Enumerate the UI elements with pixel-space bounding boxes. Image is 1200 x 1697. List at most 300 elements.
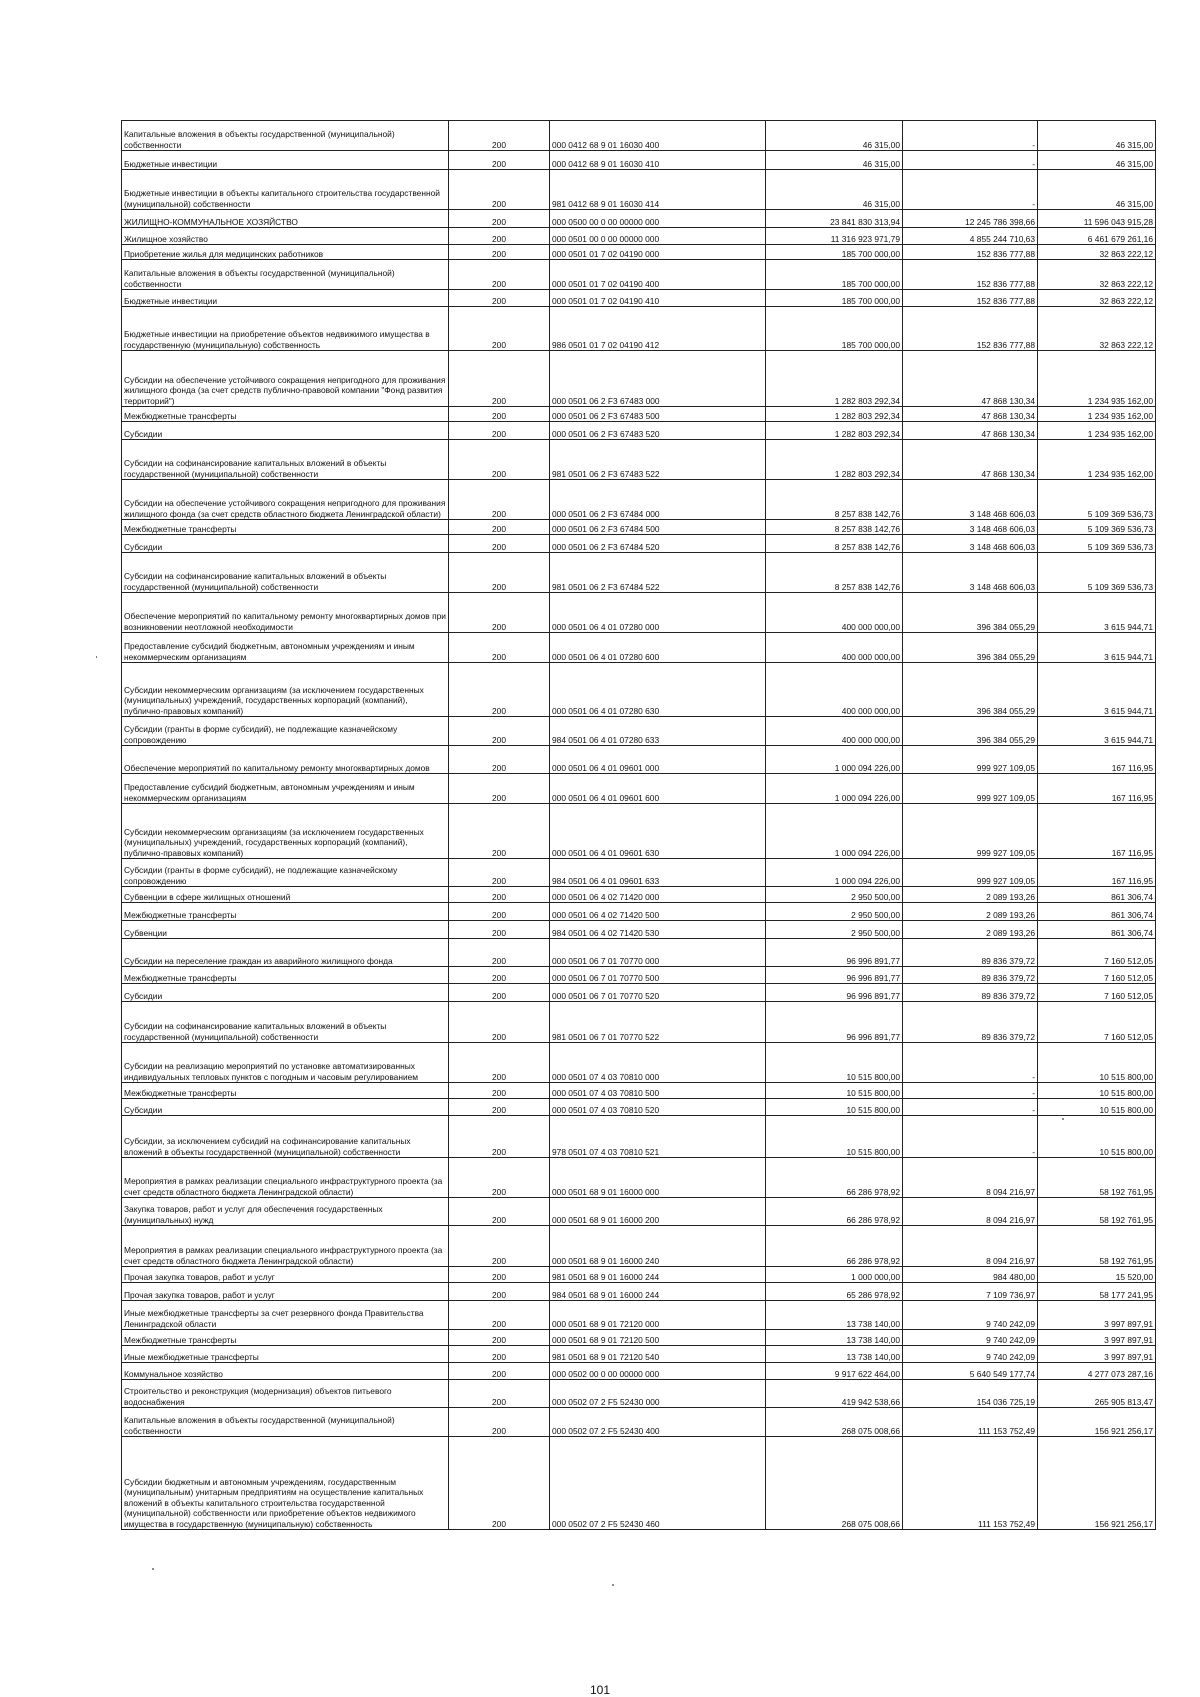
row-code-cell bbox=[550, 210, 766, 228]
row-executed-amount-text: 396 384 055,29 bbox=[976, 621, 1035, 632]
row-code-cell bbox=[550, 307, 766, 351]
row-executed-amount-cell bbox=[903, 121, 1038, 151]
row-unexecuted-amount-cell bbox=[1038, 553, 1156, 593]
table-row bbox=[122, 422, 1156, 440]
row-executed-amount-text: - bbox=[1032, 1104, 1035, 1115]
row-unexecuted-amount-text: 265 905 813,47 bbox=[1094, 1396, 1153, 1407]
row-executed-amount-cell bbox=[903, 440, 1038, 480]
row-code-text: 000 0501 01 7 02 04190 410 bbox=[552, 295, 660, 306]
row-approved-amount-cell bbox=[766, 351, 903, 407]
row-approved-amount-cell bbox=[766, 422, 903, 440]
row-executed-amount-cell bbox=[903, 1116, 1038, 1158]
row-code-cell bbox=[550, 351, 766, 407]
table-row bbox=[122, 1363, 1156, 1380]
row-name-text: Субсидии на обеспечение устойчивого сокращения непригодного для проживания жилищного фонда (за счет средств областного бюджета Ленинградской области) bbox=[124, 498, 446, 519]
row-code-cell bbox=[550, 1002, 766, 1043]
row-unexecuted-amount-text: 10 515 800,00 bbox=[1099, 1104, 1153, 1115]
row-code-text: 000 0502 00 0 00 00000 000 bbox=[552, 1368, 660, 1379]
row-status-cell bbox=[449, 1116, 550, 1158]
row-unexecuted-amount-text: 3 615 944,71 bbox=[1104, 651, 1153, 662]
row-unexecuted-amount-text: 5 109 369 536,73 bbox=[1087, 523, 1153, 534]
row-status-cell bbox=[449, 151, 550, 170]
table-row bbox=[122, 1283, 1156, 1301]
row-name-cell bbox=[122, 1226, 449, 1267]
row-status-cell bbox=[449, 480, 550, 520]
table-row bbox=[122, 1267, 1156, 1283]
row-approved-amount-text: 13 738 140,00 bbox=[846, 1334, 900, 1345]
row-unexecuted-amount-cell bbox=[1038, 887, 1156, 903]
row-name-text: Субсидии на переселение граждан из аварийного жилищного фонда bbox=[124, 955, 393, 966]
row-executed-amount-cell bbox=[903, 1408, 1038, 1437]
table-row bbox=[122, 210, 1156, 228]
table-row bbox=[122, 593, 1156, 633]
row-name-text: Предоставление субсидий бюджетным, автономным учреждениям и иным некоммерческим организациям bbox=[124, 641, 415, 662]
row-approved-amount-text: 1 282 803 292,34 bbox=[834, 428, 900, 439]
row-code-text: 000 0412 68 9 01 16030 410 bbox=[552, 158, 660, 169]
row-unexecuted-amount-cell bbox=[1038, 1158, 1156, 1198]
budget-execution-table bbox=[121, 120, 1156, 1530]
row-unexecuted-amount-cell bbox=[1038, 1267, 1156, 1283]
row-unexecuted-amount-text: 58 192 761,95 bbox=[1099, 1214, 1153, 1225]
row-executed-amount-text: - bbox=[1032, 1071, 1035, 1082]
row-status-cell bbox=[449, 1158, 550, 1198]
row-status-cell bbox=[449, 746, 550, 774]
row-code-text: 984 0501 68 9 01 16000 244 bbox=[552, 1289, 660, 1300]
row-approved-amount-text: 13 738 140,00 bbox=[846, 1318, 900, 1329]
row-code-cell bbox=[550, 1437, 766, 1530]
table-row bbox=[122, 1043, 1156, 1083]
row-code-text: 000 0501 06 7 01 70770 500 bbox=[552, 972, 660, 983]
row-name-text: Коммунальное хозяйство bbox=[124, 1368, 223, 1379]
row-approved-amount-text: 8 257 838 142,76 bbox=[834, 581, 900, 592]
row-name-text: Субсидии на реализацию мероприятий по установке автоматизированных индивидуальных тепловых пунктов с погодным и часовым регулированием bbox=[124, 1061, 419, 1082]
row-code-cell bbox=[550, 1043, 766, 1083]
row-approved-amount-cell bbox=[766, 1437, 903, 1530]
row-unexecuted-amount-text: 10 515 800,00 bbox=[1099, 1087, 1153, 1098]
row-approved-amount-cell bbox=[766, 440, 903, 480]
row-approved-amount-text: 46 315,00 bbox=[862, 139, 900, 150]
row-unexecuted-amount-cell bbox=[1038, 422, 1156, 440]
row-code-cell bbox=[550, 921, 766, 939]
row-code-text: 981 0412 68 9 01 16030 414 bbox=[552, 198, 660, 209]
row-executed-amount-text: 47 868 130,34 bbox=[981, 428, 1035, 439]
row-approved-amount-text: 13 738 140,00 bbox=[846, 1351, 900, 1362]
row-executed-amount-cell bbox=[903, 1267, 1038, 1283]
row-status-cell bbox=[449, 351, 550, 407]
row-executed-amount-text: 999 927 109,05 bbox=[976, 847, 1035, 858]
row-approved-amount-cell bbox=[766, 774, 903, 804]
row-approved-amount-text: 185 700 000,00 bbox=[841, 278, 900, 289]
row-status-text: 200 bbox=[492, 1351, 506, 1362]
row-executed-amount-cell bbox=[903, 170, 1038, 210]
row-approved-amount-cell bbox=[766, 939, 903, 967]
row-status-text: 200 bbox=[492, 1518, 506, 1529]
row-executed-amount-cell bbox=[903, 1198, 1038, 1226]
row-name-cell bbox=[122, 921, 449, 939]
row-name-text: Приобретение жилья для медицинских работников bbox=[124, 248, 324, 259]
row-name-text: Обеспечение мероприятий по капитальному ремонту многоквартирных домов при возникновении неотложной необходимости bbox=[124, 611, 446, 632]
row-code-text: 000 0501 06 2 F3 67484 000 bbox=[552, 508, 660, 519]
row-status-cell bbox=[449, 307, 550, 351]
row-name-cell bbox=[122, 260, 449, 290]
row-code-cell bbox=[550, 1346, 766, 1363]
row-status-text: 200 bbox=[492, 651, 506, 662]
table-row bbox=[122, 480, 1156, 520]
row-name-cell bbox=[122, 1267, 449, 1283]
row-status-cell bbox=[449, 1002, 550, 1043]
row-approved-amount-cell bbox=[766, 1380, 903, 1408]
row-code-cell bbox=[550, 290, 766, 307]
row-approved-amount-cell bbox=[766, 307, 903, 351]
row-code-text: 000 0501 68 9 01 16000 240 bbox=[552, 1255, 660, 1266]
row-approved-amount-text: 96 996 891,77 bbox=[846, 972, 900, 983]
table-row bbox=[122, 260, 1156, 290]
row-code-text: 000 0501 06 2 F3 67484 500 bbox=[552, 523, 660, 534]
row-code-cell bbox=[550, 1408, 766, 1437]
row-name-cell bbox=[122, 663, 449, 717]
row-executed-amount-cell bbox=[903, 663, 1038, 717]
row-name-text: Субсидии bbox=[124, 1104, 163, 1115]
row-name-cell bbox=[122, 245, 449, 260]
row-unexecuted-amount-text: 7 160 512,05 bbox=[1104, 972, 1153, 983]
table-body bbox=[122, 121, 1156, 1530]
row-code-text: 000 0501 68 9 01 16000 200 bbox=[552, 1214, 660, 1225]
row-executed-amount-cell bbox=[903, 746, 1038, 774]
row-status-cell bbox=[449, 170, 550, 210]
table-row bbox=[122, 939, 1156, 967]
row-approved-amount-text: 9 917 622 464,00 bbox=[834, 1368, 900, 1379]
row-approved-amount-cell bbox=[766, 1301, 903, 1330]
row-executed-amount-text: 9 740 242,09 bbox=[986, 1334, 1035, 1345]
row-name-text: Предоставление субсидий бюджетным, автономным учреждениям и иным некоммерческим организациям bbox=[124, 782, 415, 803]
row-name-text: Бюджетные инвестиции bbox=[124, 158, 218, 169]
row-approved-amount-cell bbox=[766, 1330, 903, 1346]
row-executed-amount-text: 89 836 379,72 bbox=[981, 1031, 1035, 1042]
row-code-text: 981 0501 68 9 01 72120 540 bbox=[552, 1351, 660, 1362]
row-status-cell bbox=[449, 535, 550, 553]
row-code-cell bbox=[550, 480, 766, 520]
row-executed-amount-cell bbox=[903, 774, 1038, 804]
row-code-cell bbox=[550, 260, 766, 290]
row-name-cell bbox=[122, 939, 449, 967]
row-name-cell bbox=[122, 1408, 449, 1437]
row-status-text: 200 bbox=[492, 395, 506, 406]
row-code-cell bbox=[550, 967, 766, 984]
row-name-cell bbox=[122, 1363, 449, 1380]
table-row bbox=[122, 440, 1156, 480]
row-unexecuted-amount-text: 156 921 256,17 bbox=[1094, 1425, 1153, 1436]
row-executed-amount-cell bbox=[903, 1380, 1038, 1408]
row-name-text: Субсидии (гранты в форме субсидий), не подлежащие казначейскому сопровождению bbox=[124, 724, 398, 745]
row-status-text: 200 bbox=[492, 410, 506, 421]
row-name-text: Субсидии на обеспечение устойчивого сокращения непригодного для проживания жилищного фонда (за счет средств публично-правовой компании "Фонд развития территорий") bbox=[124, 374, 446, 406]
row-status-text: 200 bbox=[492, 278, 506, 289]
row-executed-amount-text: 3 148 468 606,03 bbox=[969, 508, 1035, 519]
row-executed-amount-cell bbox=[903, 633, 1038, 663]
row-executed-amount-cell bbox=[903, 1363, 1038, 1380]
row-status-cell bbox=[449, 1198, 550, 1226]
row-approved-amount-text: 2 950 500,00 bbox=[851, 927, 900, 938]
row-name-cell bbox=[122, 774, 449, 804]
row-executed-amount-cell bbox=[903, 1002, 1038, 1043]
row-name-text: Субвенции в сфере жилищных отношений bbox=[124, 891, 291, 902]
row-status-cell bbox=[449, 553, 550, 593]
row-status-text: 200 bbox=[492, 1104, 506, 1115]
row-status-text: 200 bbox=[492, 339, 506, 350]
row-executed-amount-text: 396 384 055,29 bbox=[976, 734, 1035, 745]
row-approved-amount-text: 1 000 094 226,00 bbox=[834, 847, 900, 858]
row-name-cell bbox=[122, 407, 449, 422]
row-executed-amount-text: 89 836 379,72 bbox=[981, 955, 1035, 966]
row-approved-amount-cell bbox=[766, 1198, 903, 1226]
row-approved-amount-cell bbox=[766, 1346, 903, 1363]
row-approved-amount-cell bbox=[766, 1116, 903, 1158]
row-executed-amount-text: 111 153 752,49 bbox=[978, 1518, 1035, 1529]
row-code-text: 000 0502 07 2 F5 52430 400 bbox=[552, 1425, 660, 1436]
table-row bbox=[122, 553, 1156, 593]
row-executed-amount-text: 3 148 468 606,03 bbox=[969, 541, 1035, 552]
row-unexecuted-amount-cell bbox=[1038, 245, 1156, 260]
row-code-text: 000 0502 07 2 F5 52430 000 bbox=[552, 1396, 660, 1407]
table-row bbox=[122, 804, 1156, 859]
row-unexecuted-amount-text: 861 306,74 bbox=[1111, 909, 1153, 920]
row-approved-amount-cell bbox=[766, 121, 903, 151]
row-unexecuted-amount-cell bbox=[1038, 1043, 1156, 1083]
row-name-cell bbox=[122, 1198, 449, 1226]
row-code-cell bbox=[550, 170, 766, 210]
row-approved-amount-text: 185 700 000,00 bbox=[841, 339, 900, 350]
row-status-text: 200 bbox=[492, 1271, 506, 1282]
row-status-cell bbox=[449, 260, 550, 290]
row-status-text: 200 bbox=[492, 581, 506, 592]
row-approved-amount-cell bbox=[766, 663, 903, 717]
row-unexecuted-amount-text: 7 160 512,05 bbox=[1104, 990, 1153, 1001]
row-approved-amount-text: 1 282 803 292,34 bbox=[834, 468, 900, 479]
row-status-cell bbox=[449, 1301, 550, 1330]
table-row bbox=[122, 228, 1156, 245]
row-unexecuted-amount-text: 3 997 897,91 bbox=[1104, 1334, 1153, 1345]
row-executed-amount-text: 152 836 777,88 bbox=[976, 339, 1035, 350]
row-approved-amount-text: 96 996 891,77 bbox=[846, 955, 900, 966]
row-executed-amount-text: - bbox=[1032, 158, 1035, 169]
table-row bbox=[122, 859, 1156, 887]
row-approved-amount-cell bbox=[766, 520, 903, 535]
row-unexecuted-amount-text: 167 116,95 bbox=[1111, 875, 1153, 886]
row-executed-amount-cell bbox=[903, 351, 1038, 407]
row-executed-amount-cell bbox=[903, 1283, 1038, 1301]
row-unexecuted-amount-text: 167 116,95 bbox=[1111, 762, 1153, 773]
row-unexecuted-amount-cell bbox=[1038, 1198, 1156, 1226]
row-status-text: 200 bbox=[492, 1186, 506, 1197]
row-name-text: Межбюджетные трансферты bbox=[124, 1087, 237, 1098]
row-unexecuted-amount-text: 58 192 761,95 bbox=[1099, 1255, 1153, 1266]
row-executed-amount-text: 9 740 242,09 bbox=[986, 1351, 1035, 1362]
row-approved-amount-cell bbox=[766, 1083, 903, 1099]
row-unexecuted-amount-text: 46 315,00 bbox=[1115, 139, 1153, 150]
row-status-text: 200 bbox=[492, 295, 506, 306]
row-status-cell bbox=[449, 1330, 550, 1346]
row-approved-amount-text: 23 841 830 313,94 bbox=[830, 216, 900, 227]
row-approved-amount-cell bbox=[766, 228, 903, 245]
row-code-cell bbox=[550, 1158, 766, 1198]
row-executed-amount-text: 984 480,00 bbox=[993, 1271, 1035, 1282]
row-unexecuted-amount-cell bbox=[1038, 633, 1156, 663]
row-status-text: 200 bbox=[492, 1425, 506, 1436]
row-approved-amount-text: 1 000 094 226,00 bbox=[834, 792, 900, 803]
table-row bbox=[122, 1380, 1156, 1408]
row-approved-amount-cell bbox=[766, 1408, 903, 1437]
row-unexecuted-amount-text: 32 863 222,12 bbox=[1099, 339, 1153, 350]
row-unexecuted-amount-cell bbox=[1038, 1363, 1156, 1380]
row-approved-amount-cell bbox=[766, 967, 903, 984]
row-code-text: 000 0501 68 9 01 72120 000 bbox=[552, 1318, 660, 1329]
row-approved-amount-cell bbox=[766, 859, 903, 887]
row-code-cell bbox=[550, 440, 766, 480]
row-status-cell bbox=[449, 210, 550, 228]
row-approved-amount-text: 46 315,00 bbox=[862, 198, 900, 209]
row-name-cell bbox=[122, 804, 449, 859]
row-code-text: 000 0501 06 2 F3 67484 520 bbox=[552, 541, 660, 552]
row-name-text: ЖИЛИЩНО-КОММУНАЛЬНОЕ ХОЗЯЙСТВО bbox=[124, 216, 298, 227]
row-approved-amount-text: 10 515 800,00 bbox=[846, 1104, 900, 1115]
row-unexecuted-amount-text: 5 109 369 536,73 bbox=[1087, 541, 1153, 552]
row-code-text: 000 0501 07 4 03 70810 500 bbox=[552, 1087, 660, 1098]
row-executed-amount-text: 47 868 130,34 bbox=[981, 410, 1035, 421]
row-status-cell bbox=[449, 245, 550, 260]
row-code-cell bbox=[550, 1330, 766, 1346]
row-name-text: Закупка товаров, работ и услуг для обеспечения государственных (муниципальных) нужд bbox=[124, 1204, 383, 1225]
row-executed-amount-cell bbox=[903, 228, 1038, 245]
row-unexecuted-amount-text: 861 306,74 bbox=[1111, 891, 1153, 902]
row-executed-amount-cell bbox=[903, 984, 1038, 1002]
row-approved-amount-cell bbox=[766, 746, 903, 774]
row-approved-amount-cell bbox=[766, 1283, 903, 1301]
row-status-text: 200 bbox=[492, 158, 506, 169]
row-name-cell bbox=[122, 903, 449, 921]
row-name-cell bbox=[122, 1437, 449, 1530]
row-approved-amount-cell bbox=[766, 903, 903, 921]
row-unexecuted-amount-cell bbox=[1038, 1083, 1156, 1099]
row-name-cell bbox=[122, 228, 449, 245]
row-unexecuted-amount-cell bbox=[1038, 1226, 1156, 1267]
row-executed-amount-cell bbox=[903, 1330, 1038, 1346]
row-code-cell bbox=[550, 939, 766, 967]
row-status-text: 200 bbox=[492, 1071, 506, 1082]
row-code-text: 000 0500 00 0 00 00000 000 bbox=[552, 216, 660, 227]
row-unexecuted-amount-cell bbox=[1038, 1346, 1156, 1363]
row-status-cell bbox=[449, 1043, 550, 1083]
row-name-text: Капитальные вложения в объекты государственной (муниципальной) собственности bbox=[124, 1415, 395, 1436]
row-name-cell bbox=[122, 210, 449, 228]
row-status-cell bbox=[449, 1408, 550, 1437]
row-executed-amount-text: 2 089 193,26 bbox=[986, 927, 1035, 938]
row-status-text: 200 bbox=[492, 216, 506, 227]
row-code-text: 000 0501 06 2 F3 67483 500 bbox=[552, 410, 660, 421]
row-approved-amount-text: 66 286 978,92 bbox=[846, 1186, 900, 1197]
row-name-text: Межбюджетные трансферты bbox=[124, 972, 237, 983]
row-name-text: Субсидии некоммерческим организациям (за исключением государственных (муниципальных) учреждений, государственных корпораций (компаний), публично-правовых компаний) bbox=[124, 826, 424, 858]
row-name-text: Иные межбюджетные трансферты за счет резервного фонда Правительства Ленинградской области bbox=[124, 1308, 424, 1329]
row-code-text: 000 0501 07 4 03 70810 000 bbox=[552, 1071, 660, 1082]
row-name-cell bbox=[122, 1330, 449, 1346]
row-approved-amount-cell bbox=[766, 1043, 903, 1083]
row-status-text: 200 bbox=[492, 541, 506, 552]
row-code-cell bbox=[550, 407, 766, 422]
row-approved-amount-cell bbox=[766, 1267, 903, 1283]
row-unexecuted-amount-cell bbox=[1038, 307, 1156, 351]
row-status-cell bbox=[449, 121, 550, 151]
row-name-cell bbox=[122, 1301, 449, 1330]
row-code-text: 000 0501 00 0 00 00000 000 bbox=[552, 233, 660, 244]
row-status-cell bbox=[449, 422, 550, 440]
row-name-cell bbox=[122, 151, 449, 170]
row-status-cell bbox=[449, 290, 550, 307]
row-code-text: 984 0501 06 4 01 09601 633 bbox=[552, 875, 660, 886]
row-unexecuted-amount-cell bbox=[1038, 351, 1156, 407]
row-code-text: 000 0501 06 2 F3 67483 000 bbox=[552, 395, 660, 406]
row-name-text: Субсидии бюджетным и автономным учреждениям, государственным (муниципальным) унитарным предприятиям на осуществление капитальных вложений в объекты капитального строительства государственной (муниципальной) собственности или приобретение объектов недвижимого имущества в государственную (муниципальную) собственность bbox=[124, 1476, 424, 1529]
row-unexecuted-amount-cell bbox=[1038, 1099, 1156, 1116]
row-name-text: Капитальные вложения в объекты государственной (муниципальной) собственности bbox=[124, 129, 395, 150]
row-status-text: 200 bbox=[492, 139, 506, 150]
table-row bbox=[122, 663, 1156, 717]
row-unexecuted-amount-text: 167 116,95 bbox=[1111, 847, 1153, 858]
row-executed-amount-text: 4 855 244 710,63 bbox=[969, 233, 1035, 244]
row-unexecuted-amount-text: 32 863 222,12 bbox=[1099, 278, 1153, 289]
row-executed-amount-text: 396 384 055,29 bbox=[976, 705, 1035, 716]
scan-speck bbox=[1062, 1118, 1064, 1120]
table-row bbox=[122, 1330, 1156, 1346]
row-name-cell bbox=[122, 1083, 449, 1099]
row-code-cell bbox=[550, 717, 766, 746]
row-name-cell bbox=[122, 1158, 449, 1198]
row-status-text: 200 bbox=[492, 428, 506, 439]
row-executed-amount-text: 9 740 242,09 bbox=[986, 1318, 1035, 1329]
row-unexecuted-amount-text: 10 515 800,00 bbox=[1099, 1146, 1153, 1157]
row-status-text: 200 bbox=[492, 847, 506, 858]
row-code-text: 000 0501 68 9 01 16000 000 bbox=[552, 1186, 660, 1197]
row-unexecuted-amount-text: 11 596 043 915,28 bbox=[1083, 216, 1153, 227]
row-code-cell bbox=[550, 1301, 766, 1330]
row-name-text: Субсидии, за исключением субсидий на софинансирование капитальных вложений в объекты государственной (муниципальной) собственности bbox=[124, 1136, 411, 1157]
row-executed-amount-text: 8 094 216,97 bbox=[986, 1255, 1035, 1266]
table-row bbox=[122, 1346, 1156, 1363]
row-unexecuted-amount-cell bbox=[1038, 859, 1156, 887]
table-row bbox=[122, 1083, 1156, 1099]
row-name-text: Межбюджетные трансферты bbox=[124, 909, 237, 920]
row-unexecuted-amount-text: 156 921 256,17 bbox=[1094, 1518, 1153, 1529]
row-unexecuted-amount-cell bbox=[1038, 535, 1156, 553]
row-name-text: Капитальные вложения в объекты государственной (муниципальной) собственности bbox=[124, 268, 395, 289]
row-status-cell bbox=[449, 859, 550, 887]
row-approved-amount-cell bbox=[766, 984, 903, 1002]
row-name-text: Субвенции bbox=[124, 927, 167, 938]
row-unexecuted-amount-cell bbox=[1038, 210, 1156, 228]
row-unexecuted-amount-text: 3 615 944,71 bbox=[1104, 705, 1153, 716]
row-executed-amount-text: 5 640 549 177,74 bbox=[969, 1368, 1035, 1379]
row-approved-amount-cell bbox=[766, 407, 903, 422]
row-code-text: 000 0412 68 9 01 16030 400 bbox=[552, 139, 660, 150]
row-status-cell bbox=[449, 967, 550, 984]
row-name-cell bbox=[122, 593, 449, 633]
row-approved-amount-cell bbox=[766, 593, 903, 633]
row-name-text: Обеспечение мероприятий по капитальному ремонту многоквартирных домов bbox=[124, 762, 430, 773]
row-approved-amount-text: 419 942 538,66 bbox=[841, 1396, 900, 1407]
row-unexecuted-amount-text: 5 109 369 536,73 bbox=[1087, 581, 1153, 592]
row-unexecuted-amount-cell bbox=[1038, 746, 1156, 774]
row-name-cell bbox=[122, 351, 449, 407]
row-status-text: 200 bbox=[492, 990, 506, 1001]
